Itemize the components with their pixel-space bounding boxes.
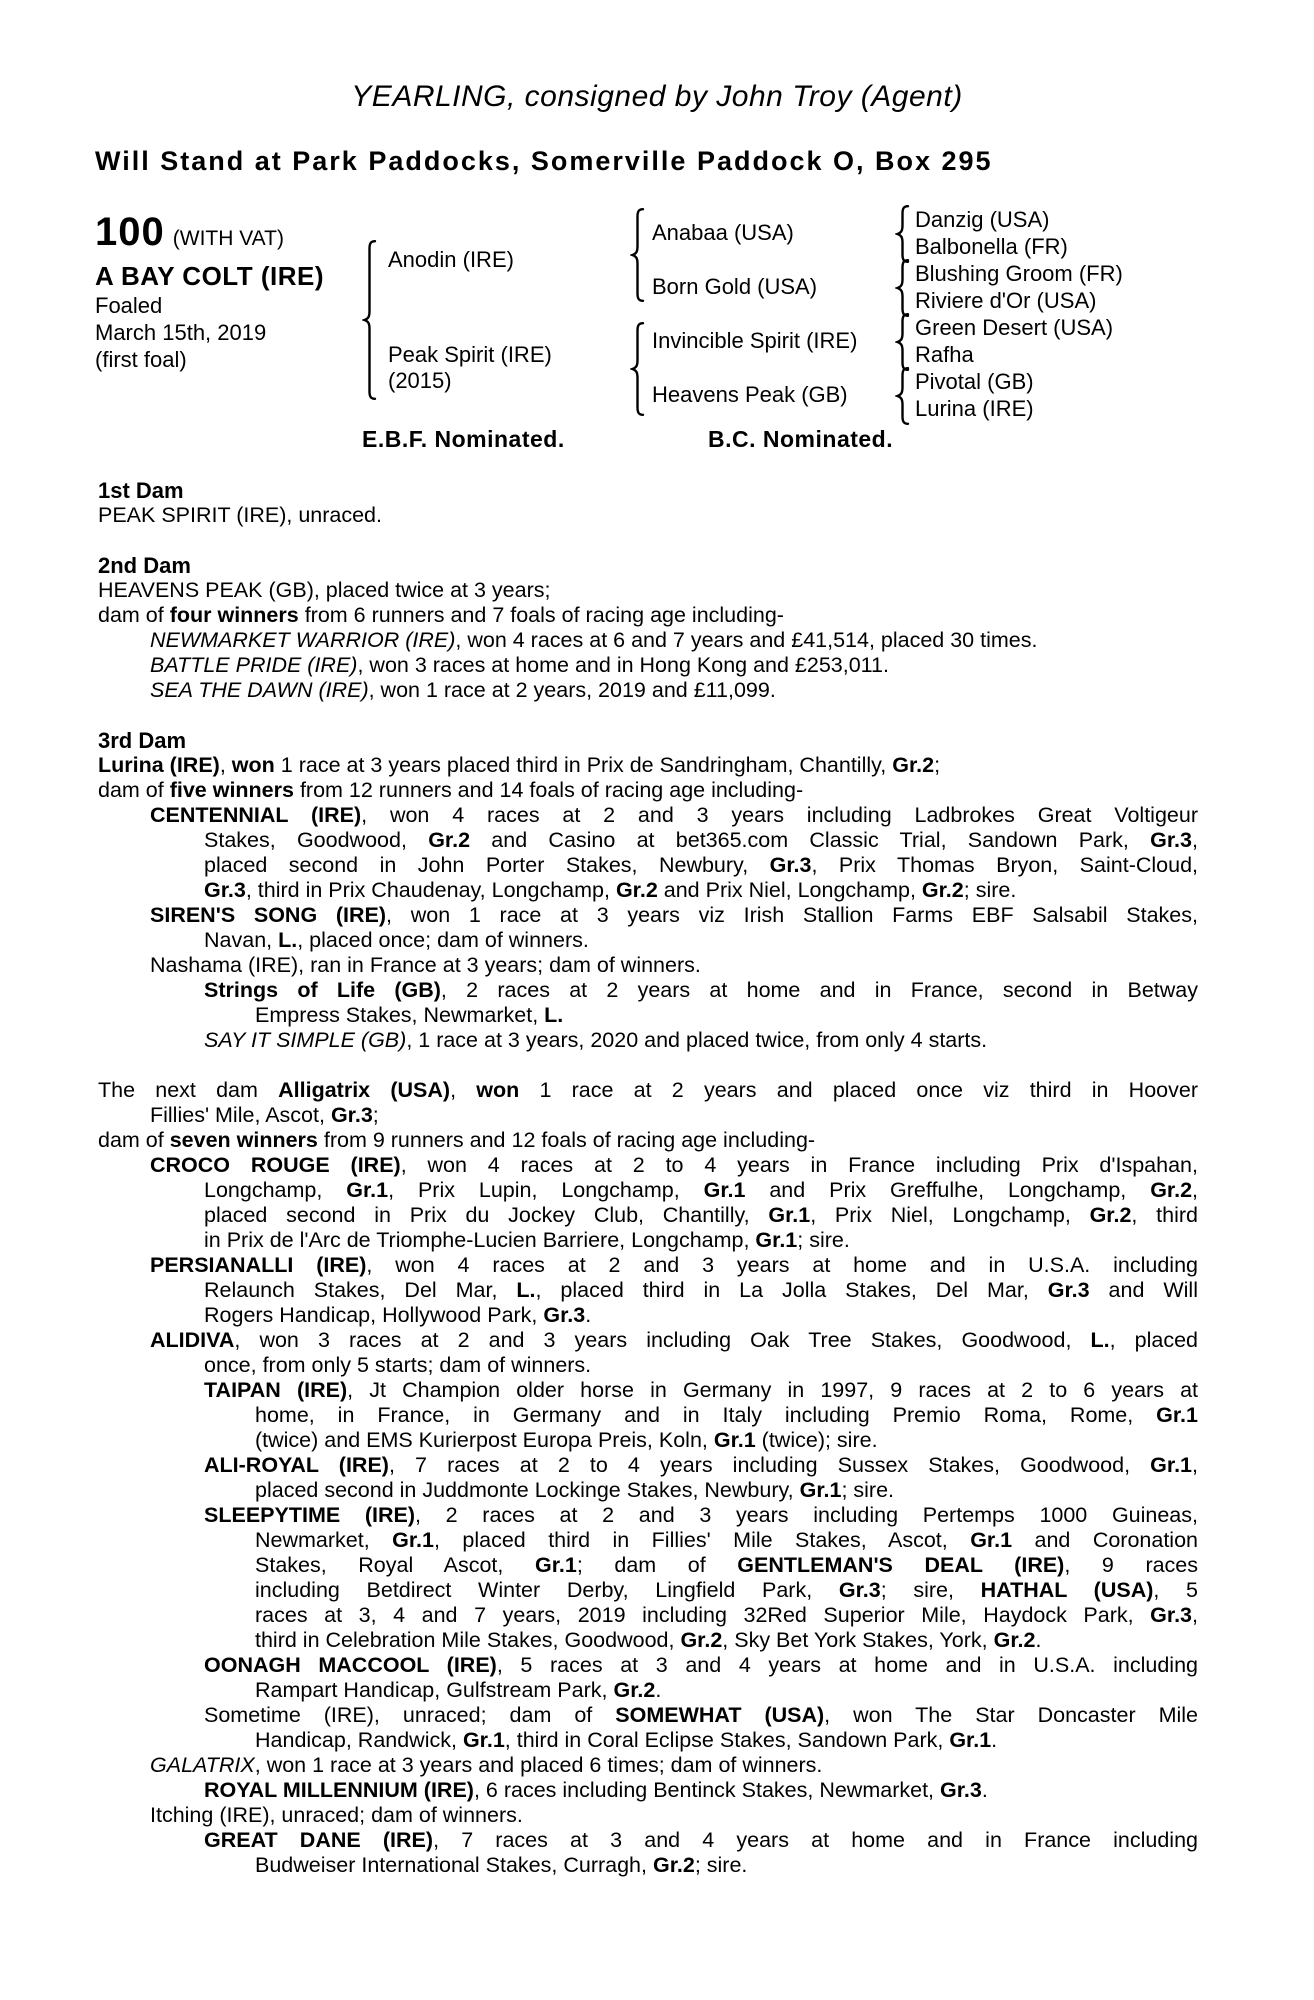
plain-text: and Casino at bet365.com Classic Trial, Sandown Park,	[470, 828, 1151, 852]
plain-text: Rampart Handicap, Gulfstream Park,	[255, 1678, 614, 1702]
emphasized-text: Gr.1	[768, 1203, 811, 1227]
emphasized-text: Gr.2	[993, 1628, 1036, 1652]
pedigree-paragraph	[98, 1653, 1198, 1703]
emphasized-text: L.	[516, 1278, 536, 1302]
plain-text: , Prix Thomas Bryon, Saint-Cloud,	[811, 853, 1198, 877]
plain-text: , won 1 race at 2 years, 2019 and £11,099.	[368, 678, 776, 702]
plain-text: Sometime (IRE), unraced; dam of	[204, 1703, 616, 1727]
catalog-line	[98, 1028, 1198, 1053]
catalog-line	[98, 1653, 1198, 1678]
emphasized-text: Gr.3	[330, 1103, 373, 1127]
pedigree-paragraph	[98, 778, 1198, 803]
pedigree-brace	[895, 367, 911, 425]
emphasized-text: Gr.3	[838, 1578, 881, 1602]
plain-text: dam of	[98, 778, 170, 802]
emphasized-text: GREAT DANE (IRE)	[204, 1828, 434, 1852]
plain-text: Itching (IRE), unraced; dam of winners.	[150, 1803, 523, 1827]
italic-text: SAY IT SIMPLE (GB)	[204, 1028, 407, 1052]
catalog-line	[98, 1353, 1198, 1378]
catalog-line	[98, 1128, 1198, 1153]
catalog-line	[98, 653, 1198, 678]
emphasized-text: Gr.1	[346, 1178, 389, 1202]
plain-text: , won The Star Doncaster Mile	[824, 1703, 1199, 1727]
emphasized-text: Gr.1	[755, 1228, 798, 1252]
dam-section-heading: 3rd Dam	[98, 728, 187, 753]
plain-text: PEAK SPIRIT (IRE), unraced.	[98, 503, 382, 527]
emphasized-text: five winners	[169, 778, 294, 802]
vat-note: (WITH VAT)	[172, 227, 284, 250]
dam-name: Peak Spirit (IRE)	[388, 342, 552, 367]
emphasized-text: ROYAL MILLENNIUM (IRE)	[204, 1778, 474, 1802]
plain-text: , third in Prix Chaudenay, Longchamp,	[245, 878, 616, 902]
plain-text: , 6 races including Bentinck Stakes, Newmarket,	[473, 1778, 940, 1802]
catalog-line	[98, 953, 1198, 978]
pedigree-paragraph	[98, 1778, 1198, 1803]
italic-text: NEWMARKET WARRIOR (IRE)	[150, 628, 456, 652]
sire-name: Anodin (IRE)	[388, 247, 514, 272]
catalog-line	[98, 1803, 1198, 1828]
pedigree-paragraph	[98, 1703, 1198, 1753]
lot-number-row	[95, 210, 385, 255]
catalog-line	[98, 1228, 1198, 1253]
catalog-line	[98, 1428, 1198, 1453]
pedigree-paragraph	[98, 1078, 1198, 1128]
plain-text: , won 4 races at 6 and 7 years and £41,514, placed 30 times.	[455, 628, 1038, 652]
plain-text: from 12 runners and 14 foals of racing age including-	[293, 778, 804, 802]
catalog-line	[98, 878, 1198, 903]
pedigree-chart	[0, 0, 1314, 470]
plain-text: ,	[1192, 1453, 1198, 1477]
plain-text: ; sire.	[797, 1228, 850, 1252]
plain-text: , 7 races at 3 and 4 years at home and in France including	[433, 1828, 1198, 1852]
pedigree-paragraph	[98, 653, 1198, 678]
plain-text: , placed	[1109, 1328, 1198, 1352]
italic-text: GALATRIX	[150, 1753, 255, 1777]
pedigree-brace	[630, 208, 646, 302]
emphasized-text: L.	[544, 1003, 564, 1027]
plain-text: Nashama (IRE), ran in France at 3 years; dam of winners.	[150, 953, 701, 977]
plain-text: dam of	[98, 1128, 170, 1152]
plain-text: ,	[1192, 1178, 1199, 1202]
plain-text: ; sire,	[880, 1578, 981, 1602]
pedigree-brace	[895, 313, 911, 371]
emphasized-text: L.	[278, 928, 298, 952]
catalog-line	[98, 1078, 1198, 1103]
catalog-line	[98, 1378, 1198, 1403]
dam-dam-name: Heavens Peak (GB)	[652, 382, 848, 407]
emphasized-text: Gr.2	[921, 878, 964, 902]
catalog-line	[98, 853, 1198, 878]
pedigree-paragraph	[98, 1803, 1198, 1828]
plain-text: Handicap, Randwick,	[255, 1728, 463, 1752]
plain-text: Newmarket,	[255, 1528, 393, 1552]
emphasized-text: Gr.3	[204, 878, 246, 902]
catalog-line	[98, 928, 1198, 953]
emphasized-text: Gr.3	[543, 1303, 586, 1327]
pedigree-brace	[362, 240, 378, 400]
dam-name-block	[388, 342, 552, 394]
plain-text: , 2 races at 2 years at home and in France, second in Betway	[440, 978, 1198, 1002]
catalog-line	[98, 1553, 1198, 1578]
plain-text: from 9 runners and 12 foals of racing age including-	[317, 1128, 816, 1152]
plain-text: , placed third in Fillies' Mile Stakes, Ascot,	[433, 1528, 971, 1552]
dam-section	[98, 728, 1198, 1053]
plain-text: Empress Stakes, Newmarket,	[255, 1003, 545, 1027]
plain-text: ,	[219, 753, 232, 777]
italic-text: BATTLE PRIDE (IRE)	[150, 653, 358, 677]
emphasized-text: Gr.2	[428, 828, 471, 852]
plain-text: ,	[1192, 1603, 1198, 1627]
emphasized-text: TAIPAN (IRE)	[204, 1378, 348, 1402]
plain-text: .	[981, 1778, 988, 1802]
emphasized-text: Gr.1	[462, 1728, 505, 1752]
plain-text: ,	[1192, 828, 1198, 852]
foal-note: (first foal)	[95, 347, 187, 372]
plain-text: ; sire.	[841, 1478, 895, 1502]
emphasized-text: Gr.3	[940, 1778, 982, 1802]
plain-text: Stakes, Royal Ascot,	[255, 1553, 535, 1577]
great-grandparent-name: Riviere d'Or (USA)	[915, 288, 1097, 313]
italic-text: SEA THE DAWN (IRE)	[150, 678, 369, 702]
great-grandparent-name: Blushing Groom (FR)	[915, 261, 1123, 286]
emphasized-text: Gr.2	[615, 878, 658, 902]
plain-text: , won 4 races at 2 and 3 years including Ladbrokes Great Voltigeur	[361, 803, 1198, 827]
pedigree-paragraph	[98, 578, 1198, 603]
plain-text: .	[655, 1678, 662, 1702]
plain-text: , won 1 race at 3 years and placed 6 times; dam of winners.	[254, 1753, 823, 1777]
pedigree-paragraph	[98, 1503, 1198, 1653]
emphasized-text: Alligatrix (USA)	[278, 1078, 451, 1102]
emphasized-text: Gr.2	[892, 753, 935, 777]
catalog-line	[98, 603, 1198, 628]
plain-text: , 5 races at 3 and 4 years at home and in U.S.A. including	[496, 1653, 1199, 1677]
plain-text: , placed third in La Jolla Stakes, Del Mar,	[535, 1278, 1048, 1302]
pedigree-brace	[895, 259, 911, 317]
plain-text: Rogers Handicap, Hollywood Park,	[204, 1303, 544, 1327]
plain-text: home, in France, in Germany and in Italy including Premio Roma, Rome,	[255, 1403, 1157, 1427]
pedigree-paragraph	[98, 903, 1198, 953]
emphasized-text: Gr.1	[713, 1428, 756, 1452]
emphasized-text: won	[231, 753, 275, 777]
emphasized-text: PERSIANALLI (IRE)	[150, 1253, 367, 1277]
plain-text: , Sky Bet York Stakes, York,	[722, 1628, 994, 1652]
pedigree-paragraph	[98, 753, 1198, 778]
catalog-line	[98, 1503, 1198, 1528]
plain-text: , third	[1131, 1203, 1198, 1227]
plain-text: and Will	[1089, 1278, 1198, 1302]
emphasized-text: Gr.2	[680, 1628, 723, 1652]
plain-text: .	[991, 1728, 998, 1752]
catalog-line	[98, 1853, 1198, 1878]
catalog-line	[98, 1328, 1198, 1353]
pedigree-paragraph	[98, 1128, 1198, 1153]
emphasized-text: Gr.1	[970, 1528, 1013, 1552]
sire-sire-name: Anabaa (USA)	[652, 220, 794, 245]
catalog-line	[98, 1528, 1198, 1553]
emphasized-text: SIREN'S SONG (IRE)	[150, 903, 387, 927]
plain-text: in Prix de l'Arc de Triomphe-Lucien Barriere, Longchamp,	[204, 1228, 756, 1252]
emphasized-text: Gr.3	[1047, 1278, 1090, 1302]
catalog-line	[98, 1203, 1198, 1228]
catalog-line	[98, 903, 1198, 928]
lot-number: 100	[95, 210, 165, 254]
catalog-line	[98, 578, 1198, 603]
dam-section	[98, 478, 1198, 528]
lot-block	[95, 210, 385, 373]
dam-section	[98, 1078, 1198, 1878]
plain-text: , 9 races	[1064, 1553, 1199, 1577]
plain-text: .	[1035, 1628, 1042, 1652]
dam-section-heading: 2nd Dam	[98, 553, 191, 578]
pedigree-paragraph	[98, 1153, 1198, 1253]
ebf-nominated-note: E.B.F. Nominated.	[362, 426, 565, 452]
catalog-line	[98, 1753, 1198, 1778]
emphasized-text: Gr.2	[613, 1678, 656, 1702]
plain-text: including Betdirect Winter Derby, Lingfield Park,	[255, 1578, 839, 1602]
emphasized-text: Gr.2	[652, 1853, 695, 1877]
catalog-line	[98, 1253, 1198, 1278]
great-grandparent-name: Pivotal (GB)	[915, 369, 1034, 394]
stand-location-line: Will Stand at Park Paddocks, Somerville Paddock O, Box 295	[95, 146, 993, 176]
catalog-line	[98, 803, 1198, 828]
plain-text: , placed once; dam of winners.	[297, 928, 589, 952]
catalog-line	[98, 1628, 1198, 1653]
catalog-line	[98, 1778, 1198, 1803]
pedigree-paragraph	[98, 953, 1198, 978]
pedigree-brace	[895, 205, 911, 263]
emphasized-text: Gr.1	[392, 1528, 434, 1552]
emphasized-text: Gr.1	[1156, 1403, 1198, 1427]
great-grandparent-name: Lurina (IRE)	[915, 396, 1034, 421]
pedigree-paragraph	[98, 1328, 1198, 1378]
catalog-line	[98, 1678, 1198, 1703]
plain-text: and Coronation	[1012, 1528, 1198, 1552]
plain-text: , Jt Champion older horse in Germany in 1997, 9 races at 2 to 6 years at	[347, 1378, 1199, 1402]
pedigree-brace	[630, 322, 646, 416]
pedigree-paragraph	[98, 1753, 1198, 1778]
catalog-line	[98, 1703, 1198, 1728]
sire-dam-name: Born Gold (USA)	[652, 274, 818, 299]
plain-text: Budweiser International Stakes, Curragh,	[255, 1853, 653, 1877]
catalog-line	[98, 1303, 1198, 1328]
emphasized-text: CENTENNIAL (IRE)	[150, 803, 362, 827]
plain-text: Navan,	[204, 928, 279, 952]
emphasized-text: Gr.1	[703, 1178, 746, 1202]
catalog-line	[98, 1453, 1198, 1478]
catalog-line	[98, 778, 1198, 803]
pedigree-paragraph	[98, 803, 1198, 903]
plain-text: and Prix Niel, Longchamp,	[657, 878, 922, 902]
catalog-line	[98, 678, 1198, 703]
dam-sire-name: Invincible Spirit (IRE)	[652, 328, 858, 353]
plain-text: , won 4 races at 2 and 3 years at home and in U.S.A. including	[366, 1253, 1198, 1277]
catalog-line	[98, 1103, 1198, 1128]
catalog-line	[98, 828, 1198, 853]
emphasized-text: ALI-ROYAL (IRE)	[204, 1453, 389, 1477]
plain-text: .	[585, 1303, 592, 1327]
great-grandparent-name: Balbonella (FR)	[915, 234, 1068, 259]
pedigree-paragraph	[98, 1028, 1198, 1053]
plain-text: The next dam	[98, 1078, 279, 1102]
foaled-label: Foaled	[95, 293, 163, 318]
emphasized-text: ALIDIVA	[150, 1328, 235, 1352]
emphasized-text: seven winners	[169, 1128, 318, 1152]
catalog-line	[98, 978, 1198, 1003]
plain-text: , third in Coral Eclipse Stakes, Sandown Park,	[504, 1728, 950, 1752]
plain-text: placed second in Juddmonte Lockinge Stakes, Newbury,	[255, 1478, 800, 1502]
emphasized-text: Lurina (IRE)	[98, 753, 220, 777]
consignor-line: YEARLING, consigned by John Troy (Agent)	[351, 80, 963, 113]
plain-text: placed second in John Porter Stakes, Newbury,	[204, 853, 770, 877]
pedigree-paragraph	[98, 678, 1198, 703]
plain-text: 1 race at 2 years and placed once viz third in Hoover	[519, 1078, 1198, 1102]
catalog-line	[98, 1278, 1198, 1303]
bc-nominated-note: B.C. Nominated.	[708, 426, 894, 452]
plain-text: , Prix Lupin, Longchamp,	[388, 1178, 704, 1202]
plain-text: , won 3 races at home and in Hong Kong and £253,011.	[357, 653, 889, 677]
plain-text: Longchamp,	[204, 1178, 347, 1202]
plain-text: , won 1 race at 3 years viz Irish Stallion Farms EBF Salsabil Stakes,	[386, 903, 1198, 927]
catalog-line	[98, 1003, 1198, 1028]
plain-text: ; dam of	[576, 1553, 738, 1577]
emphasized-text: CROCO ROUGE (IRE)	[150, 1153, 401, 1177]
emphasized-text: Strings of Life (GB)	[204, 978, 441, 1002]
plain-text: , 2 races at 2 and 3 years including Pertemps 1000 Guineas,	[415, 1503, 1198, 1527]
dam-section-heading: 1st Dam	[98, 478, 184, 503]
emphasized-text: Gr.2	[1089, 1203, 1132, 1227]
horse-description: A BAY COLT (IRE)	[95, 261, 325, 291]
emphasized-text: Gr.3	[1150, 828, 1192, 852]
catalog-line	[98, 753, 1198, 778]
plain-text: ,	[450, 1078, 477, 1102]
pedigree-paragraph	[98, 1453, 1198, 1503]
great-grandparent-name: Green Desert (USA)	[915, 315, 1114, 340]
plain-text: Stakes, Goodwood,	[204, 828, 429, 852]
catalog-line	[98, 1403, 1198, 1428]
pedigree-paragraph	[98, 1253, 1198, 1328]
plain-text: Relaunch Stakes, Del Mar,	[204, 1278, 517, 1302]
catalog-line	[98, 1828, 1198, 1853]
emphasized-text: HATHAL (USA)	[980, 1578, 1154, 1602]
emphasized-text: four winners	[169, 603, 299, 627]
pedigree-paragraph	[98, 1828, 1198, 1878]
plain-text: once, from only 5 starts; dam of winners.	[204, 1353, 592, 1377]
foaled-date: March 15th, 2019	[95, 320, 267, 345]
pedigree-paragraph	[98, 1378, 1198, 1453]
emphasized-text: Gr.3	[769, 853, 812, 877]
plain-text: (twice); sire.	[755, 1428, 878, 1452]
catalog-line	[98, 1728, 1198, 1753]
plain-text: , won 3 races at 2 and 3 years including Oak Tree Stakes, Goodwood,	[234, 1328, 1091, 1352]
great-grandparent-name: Rafha	[915, 342, 974, 367]
plain-text: third in Celebration Mile Stakes, Goodwood,	[255, 1628, 681, 1652]
plain-text: , won 4 races at 2 to 4 years in France including Prix d'Ispahan,	[400, 1153, 1198, 1177]
emphasized-text: Gr.1	[534, 1553, 577, 1577]
plain-text: placed second in Prix du Jockey Club, Chantilly,	[204, 1203, 769, 1227]
pedigree-paragraph	[98, 628, 1198, 653]
plain-text: dam of	[98, 603, 170, 627]
catalog-line	[98, 1578, 1198, 1603]
emphasized-text: Gr.1	[1150, 1453, 1193, 1477]
plain-text: ;	[372, 1103, 379, 1127]
pedigree-paragraph	[98, 503, 1198, 528]
plain-text: ; sire.	[694, 1853, 748, 1877]
dam-sections	[98, 478, 1198, 1878]
emphasized-text: won	[476, 1078, 520, 1102]
catalog-line	[98, 1153, 1198, 1178]
catalog-line	[98, 503, 1198, 528]
emphasized-text: Gr.2	[1150, 1178, 1193, 1202]
plain-text: , 7 races at 2 to 4 years including Sussex Stakes, Goodwood,	[388, 1453, 1151, 1477]
dam-year: (2015)	[388, 368, 452, 393]
emphasized-text: Gr.1	[799, 1478, 842, 1502]
emphasized-text: GENTLEMAN'S DEAL (IRE)	[737, 1553, 1065, 1577]
pedigree-paragraph	[98, 978, 1198, 1028]
dam-section	[98, 553, 1198, 703]
plain-text: ; sire.	[963, 878, 1017, 902]
plain-text: , 5	[1153, 1578, 1199, 1602]
plain-text: (twice) and EMS Kurierpost Europa Preis, Koln,	[255, 1428, 714, 1452]
emphasized-text: SLEEPYTIME (IRE)	[204, 1503, 416, 1527]
great-grandparent-name: Danzig (USA)	[915, 207, 1050, 232]
plain-text: races at 3, 4 and 7 years, 2019 including 32Red Superior Mile, Haydock Park,	[255, 1603, 1151, 1627]
emphasized-text: SOMEWHAT (USA)	[615, 1703, 825, 1727]
plain-text: from 6 runners and 7 foals of racing age including-	[298, 603, 784, 627]
catalog-line	[98, 1478, 1198, 1503]
emphasized-text: Gr.1	[949, 1728, 992, 1752]
catalog-line	[98, 628, 1198, 653]
pedigree-paragraph	[98, 603, 1198, 628]
emphasized-text: OONAGH MACCOOL (IRE)	[204, 1653, 497, 1677]
plain-text: , 1 race at 3 years, 2020 and placed twice, from only 4 starts.	[406, 1028, 988, 1052]
plain-text: HEAVENS PEAK (GB), placed twice at 3 years;	[98, 578, 551, 602]
plain-text: and Prix Greffulhe, Longchamp,	[745, 1178, 1151, 1202]
emphasized-text: Gr.3	[1150, 1603, 1193, 1627]
catalog-line	[98, 1178, 1198, 1203]
plain-text: 1 race at 3 years placed third in Prix de Sandringham, Chantilly,	[274, 753, 893, 777]
catalog-line	[98, 1603, 1198, 1628]
emphasized-text: L.	[1090, 1328, 1110, 1352]
plain-text: , Prix Niel, Longchamp,	[810, 1203, 1090, 1227]
plain-text: Fillies' Mile, Ascot,	[150, 1103, 331, 1127]
plain-text: ;	[934, 753, 941, 777]
